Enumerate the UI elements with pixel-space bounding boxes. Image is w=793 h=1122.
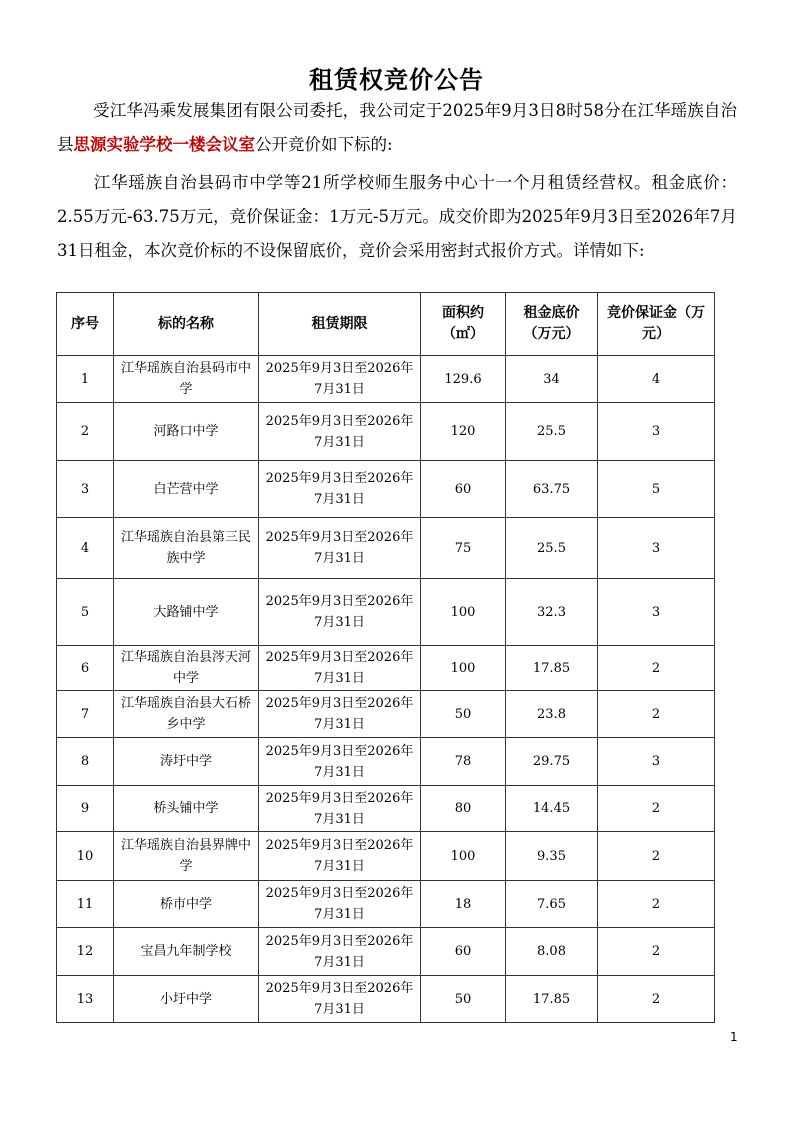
cell-period: 2025年9月3日至2026年7月31日 <box>259 976 421 1023</box>
table-row <box>57 461 715 518</box>
header-period: 租赁期限 <box>259 293 421 356</box>
description-text: 江华瑶族自治县码市中学等21所学校师生服务中心十一个月租赁经营权。租金底价：2.55万元-63.75万元，竞价保证金：1万元-5万元。成交价即为2025年9月3日至2026年7月31日租金，本次竞价标的不设保留底价，竞价会采用密封式报价方式。详情如下: <box>57 173 737 260</box>
cell-base-rent: 25.5 <box>506 518 598 579</box>
cell-base-rent: 34 <box>506 356 598 403</box>
cell-period: 2025年9月3日至2026年7月31日 <box>259 579 421 646</box>
cell-area: 100 <box>421 832 506 881</box>
cell-period: 2025年9月3日至2026年7月31日 <box>259 356 421 403</box>
cell-name: 小圩中学 <box>114 976 259 1023</box>
cell-area: 80 <box>421 786 506 832</box>
table-row <box>57 881 715 928</box>
cell-deposit: 3 <box>598 738 715 786</box>
cell-deposit: 2 <box>598 786 715 832</box>
table-row <box>57 976 715 1023</box>
cell-name: 江华瑶族自治县第三民族中学 <box>114 518 259 579</box>
cell-base-rent: 25.5 <box>506 403 598 461</box>
cell-area: 60 <box>421 461 506 518</box>
table-row <box>57 403 715 461</box>
cell-area: 100 <box>421 646 506 691</box>
table-row <box>57 518 715 579</box>
cell-name: 江华瑶族自治县大石桥乡中学 <box>114 691 259 738</box>
cell-base-rent: 32.3 <box>506 579 598 646</box>
bid-items-table <box>56 292 715 1023</box>
cell-period: 2025年9月3日至2026年7月31日 <box>259 691 421 738</box>
cell-area: 129.6 <box>421 356 506 403</box>
cell-index: 5 <box>57 579 114 646</box>
cell-period: 2025年9月3日至2026年7月31日 <box>259 403 421 461</box>
cell-base-rent: 9.35 <box>506 832 598 881</box>
cell-base-rent: 17.85 <box>506 646 598 691</box>
cell-period: 2025年9月3日至2026年7月31日 <box>259 928 421 976</box>
header-deposit: 竞价保证金（万元） <box>598 293 715 356</box>
cell-index: 11 <box>57 881 114 928</box>
cell-deposit: 5 <box>598 461 715 518</box>
cell-index: 9 <box>57 786 114 832</box>
cell-name: 桥市中学 <box>114 881 259 928</box>
cell-name: 白芒营中学 <box>114 461 259 518</box>
cell-name: 桥头铺中学 <box>114 786 259 832</box>
table-row <box>57 691 715 738</box>
page-title: 租赁权竞价公告 <box>309 66 484 94</box>
cell-index: 4 <box>57 518 114 579</box>
cell-deposit: 2 <box>598 976 715 1023</box>
cell-period: 2025年9月3日至2026年7月31日 <box>259 518 421 579</box>
cell-base-rent: 23.8 <box>506 691 598 738</box>
cell-base-rent: 17.85 <box>506 976 598 1023</box>
cell-deposit: 2 <box>598 881 715 928</box>
table-row <box>57 356 715 403</box>
cell-base-rent: 29.75 <box>506 738 598 786</box>
cell-index: 13 <box>57 976 114 1023</box>
cell-area: 120 <box>421 403 506 461</box>
cell-name: 涛圩中学 <box>114 738 259 786</box>
cell-base-rent: 63.75 <box>506 461 598 518</box>
cell-area: 50 <box>421 976 506 1023</box>
table-row <box>57 646 715 691</box>
header-index: 序号 <box>57 293 114 356</box>
intro-text: 受江华冯乘发展集团有限公司委托，我公司定于2025年9月3日8时58分在江华瑶族自治县 <box>57 101 737 154</box>
cell-area: 78 <box>421 738 506 786</box>
cell-deposit: 3 <box>598 518 715 579</box>
cell-index: 6 <box>57 646 114 691</box>
cell-deposit: 2 <box>598 928 715 976</box>
header-area: 面积约（㎡） <box>421 293 506 356</box>
cell-deposit: 2 <box>598 832 715 881</box>
venue-highlight: 思源实验学校一楼会议室 <box>73 135 255 154</box>
table-row <box>57 738 715 786</box>
cell-index: 12 <box>57 928 114 976</box>
cell-name: 宝昌九年制学校 <box>114 928 259 976</box>
cell-area: 75 <box>421 518 506 579</box>
cell-base-rent: 7.65 <box>506 881 598 928</box>
cell-name: 大路铺中学 <box>114 579 259 646</box>
cell-deposit: 2 <box>598 646 715 691</box>
page-number: 1 <box>730 1030 738 1044</box>
cell-area: 60 <box>421 928 506 976</box>
cell-period: 2025年9月3日至2026年7月31日 <box>259 881 421 928</box>
cell-area: 100 <box>421 579 506 646</box>
cell-name: 河路口中学 <box>114 403 259 461</box>
cell-deposit: 4 <box>598 356 715 403</box>
cell-period: 2025年9月3日至2026年7月31日 <box>259 738 421 786</box>
table-header-row <box>57 293 715 356</box>
cell-name: 江华瑶族自治县码市中学 <box>114 356 259 403</box>
intro-paragraph <box>57 94 737 162</box>
cell-index: 2 <box>57 403 114 461</box>
cell-base-rent: 8.08 <box>506 928 598 976</box>
cell-index: 10 <box>57 832 114 881</box>
cell-deposit: 3 <box>598 579 715 646</box>
header-name: 标的名称 <box>114 293 259 356</box>
cell-index: 8 <box>57 738 114 786</box>
cell-period: 2025年9月3日至2026年7月31日 <box>259 461 421 518</box>
header-base-rent: 租金底价（万元） <box>506 293 598 356</box>
cell-index: 1 <box>57 356 114 403</box>
cell-index: 7 <box>57 691 114 738</box>
table-row <box>57 832 715 881</box>
cell-name: 江华瑶族自治县界牌中学 <box>114 832 259 881</box>
table-row <box>57 928 715 976</box>
table-row <box>57 579 715 646</box>
intro-text-end: 公开竞价如下标的: <box>255 135 393 154</box>
cell-period: 2025年9月3日至2026年7月31日 <box>259 786 421 832</box>
cell-period: 2025年9月3日至2026年7月31日 <box>259 646 421 691</box>
cell-name: 江华瑶族自治县涔天河中学 <box>114 646 259 691</box>
table-row <box>57 786 715 832</box>
description-paragraph <box>57 166 737 268</box>
cell-period: 2025年9月3日至2026年7月31日 <box>259 832 421 881</box>
cell-deposit: 2 <box>598 691 715 738</box>
cell-index: 3 <box>57 461 114 518</box>
cell-area: 50 <box>421 691 506 738</box>
cell-base-rent: 14.45 <box>506 786 598 832</box>
cell-deposit: 3 <box>598 403 715 461</box>
cell-area: 18 <box>421 881 506 928</box>
